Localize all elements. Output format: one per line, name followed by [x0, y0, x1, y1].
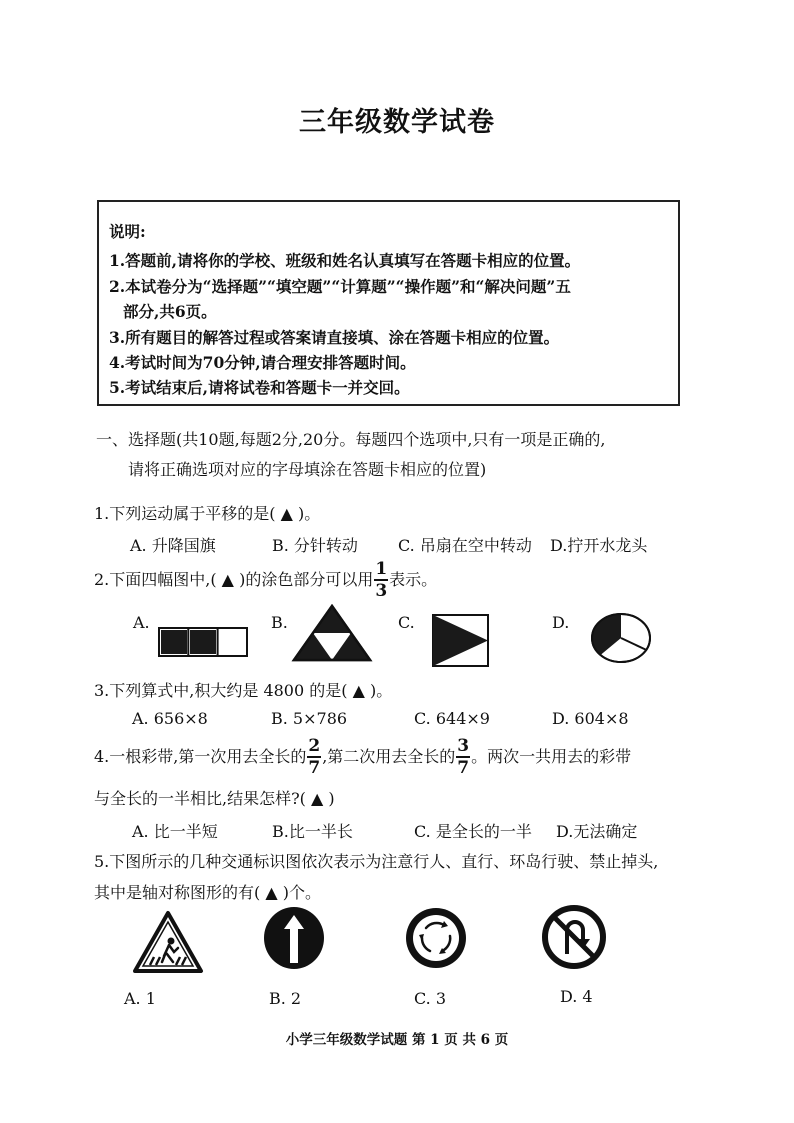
- instruction-item: 4.考试时间为70分钟,请合理安排答题时间。: [109, 353, 416, 372]
- instructions-box: [97, 200, 680, 406]
- q4-stem-text: 4.一根彩带,第一次用去全长的: [94, 747, 307, 766]
- figure-c-square: [432, 614, 490, 668]
- figure-a-strip: [158, 627, 248, 657]
- q2-stem-text: 2.下面四幅图中,( ▲ )的涂色部分可以用: [94, 570, 374, 589]
- fraction-denominator: 7: [457, 758, 470, 778]
- q5-option-c: C. 3: [414, 989, 447, 1008]
- q5-option-d: D. 4: [560, 987, 593, 1006]
- question-4-stem-cont: 与全长的一半相比,结果怎样?( ▲ ): [94, 789, 335, 808]
- instruction-item: 5.考试结束后,请将试卷和答题卡一并交回。: [109, 378, 410, 397]
- q1-option-b: B. 分针转动: [272, 536, 358, 555]
- q4-option-c: C. 是全长的一半: [414, 822, 532, 841]
- q5-option-a: A. 1: [124, 989, 156, 1008]
- q2-stem-text-end: 表示。: [389, 570, 438, 589]
- q3-option-c: C. 644×9: [414, 709, 490, 728]
- q1-option-d: D.拧开水龙头: [550, 536, 648, 555]
- question-3-stem: 3.下列算式中,积大约是 4800 的是( ▲ )。: [94, 681, 393, 700]
- q4-stem-text: ,第二次用去全长的: [322, 747, 456, 766]
- section-heading-cont: 请将正确选项对应的字母填涂在答题卡相应的位置): [128, 460, 487, 479]
- page-title: 三年级数学试卷: [299, 107, 495, 138]
- page-footer: 小学三年级数学试题 第 1 页 共 6 页: [285, 1032, 509, 1048]
- fraction-numerator: 2: [308, 736, 321, 756]
- fraction-denominator: 3: [375, 581, 388, 601]
- instructions-heading: 说明:: [109, 222, 146, 241]
- question-5-stem: 5.下图所示的几种交通标识图依次表示为注意行人、直行、环岛行驶、禁止掉头,: [94, 852, 659, 871]
- fraction-denominator: 7: [308, 758, 321, 778]
- fraction-numerator: 3: [457, 736, 470, 756]
- q2-label-b: B.: [271, 613, 288, 632]
- q3-option-d: D. 604×8: [552, 709, 629, 728]
- question-2-stem: [94, 561, 437, 600]
- fraction-two-sevenths: [307, 738, 321, 777]
- figure-d-circle: [590, 612, 652, 664]
- q4-option-b: B.比一半长: [272, 822, 353, 841]
- question-5-stem-cont: 其中是轴对称图形的有( ▲ )个。: [94, 883, 321, 902]
- q5-option-b: B. 2: [269, 989, 302, 1008]
- fraction-three-sevenths: [456, 738, 470, 777]
- question-4-stem: [94, 738, 631, 777]
- no-u-turn-sign-icon: [541, 904, 607, 970]
- pedestrian-warning-sign-icon: [132, 910, 204, 974]
- q1-option-a: A. 升降国旗: [130, 536, 216, 555]
- straight-ahead-sign-icon: [262, 905, 326, 971]
- q2-label-c: C.: [398, 613, 415, 632]
- q3-option-a: A. 656×8: [132, 709, 208, 728]
- instruction-item: 1.答题前,请将你的学校、班级和姓名认真填写在答题卡相应的位置。: [109, 251, 581, 270]
- q4-option-a: A. 比一半短: [132, 822, 218, 841]
- q2-label-a: A.: [133, 613, 150, 632]
- roundabout-sign-icon: [404, 906, 468, 970]
- q4-stem-text: 。两次一共用去的彩带: [471, 747, 632, 766]
- q3-option-b: B. 5×786: [271, 709, 348, 728]
- section-heading: 一、选择题(共10题,每题2分,20分。每题四个选项中,只有一项是正确的,: [96, 430, 606, 449]
- instruction-item: 3.所有题目的解答过程或答案请直接填、涂在答题卡相应的位置。: [109, 328, 560, 347]
- fraction-numerator: 1: [375, 559, 388, 579]
- figure-b-triangle: [292, 604, 372, 662]
- question-1-stem: 1.下列运动属于平移的是( ▲ )。: [94, 504, 321, 523]
- q4-option-d: D.无法确定: [556, 822, 638, 841]
- q2-label-d: D.: [552, 613, 570, 632]
- instruction-item: 2.本试卷分为“选择题”“填空题”“计算题”“操作题”和“解决问题”五: [109, 277, 571, 296]
- instruction-item: 部分,共6页。: [123, 302, 217, 321]
- q1-option-c: C. 吊扇在空中转动: [398, 536, 532, 555]
- fraction-one-third: [374, 561, 388, 600]
